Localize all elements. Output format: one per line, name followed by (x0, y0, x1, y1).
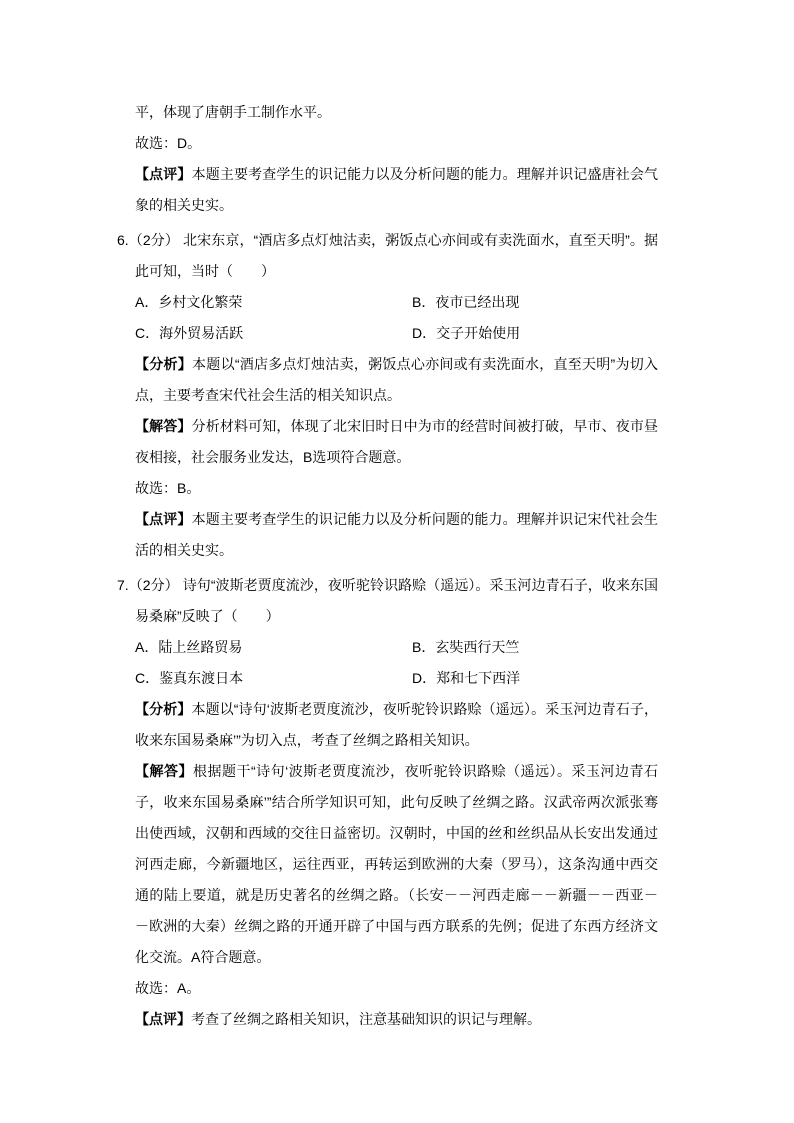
prev-answer-conclusion-text: 故选：D。 (135, 135, 202, 151)
option-d (412, 318, 658, 349)
question-6-stem (117, 225, 658, 287)
option-c-text: 鉴真东渡日本 (159, 670, 244, 686)
option-a-label: A． (135, 294, 159, 310)
question-6-comment (135, 504, 658, 566)
question-7-answer (135, 756, 658, 973)
prev-answer-comment (135, 159, 658, 221)
option-c-label: C． (135, 670, 160, 686)
option-c (135, 663, 412, 694)
comment-text: 本题主要考查学生的识记能力以及分析问题的能力。理解并识记宋代社会生活的相关史实。 (135, 511, 659, 558)
comment-text: 考查了丝绸之路相关知识，注意基础知识的识记与理解。 (191, 1011, 541, 1027)
option-d-text: 交子开始使用 (436, 325, 521, 341)
option-b-label: B． (412, 639, 436, 655)
option-b (412, 287, 658, 318)
question-6-answer (135, 411, 658, 473)
question-stem-text: 诗句“波斯老贾度流沙，夜听驼铃识路赊（遥远）。采玉河边青石子，收来东国易桑麻”反映了（ ） (135, 577, 658, 624)
question-7-analysis (135, 694, 658, 756)
option-a-text: 陆上丝路贸易 (158, 639, 243, 655)
option-d-label: D． (412, 670, 437, 686)
question-7-block (117, 570, 659, 1035)
question-6-block (117, 225, 659, 566)
question-7-conclusion (135, 973, 658, 1004)
option-d (412, 663, 658, 694)
question-6-analysis (135, 349, 658, 411)
question-stem-text: 北宋东京，“酒店多点灯烛沽卖，粥饭点心亦间或有卖洗面水，直至天明”。据此可知，当时（ ） (135, 232, 658, 279)
option-c-label: C． (135, 325, 160, 341)
options-row (135, 318, 658, 349)
prev-answer-conclusion (135, 128, 658, 159)
comment-text: 本题主要考查学生的识记能力以及分析问题的能力。理解并识记盛唐社会气象的相关史实。 (135, 166, 659, 213)
option-b (412, 632, 658, 663)
conclusion-text: 故选：B。 (135, 480, 201, 496)
options-row (135, 287, 658, 318)
question-6-conclusion (135, 473, 658, 504)
answer-text: 分析材料可知，体现了北宋旧时日中为市的经营时间被打破，早市、夜市昼夜相接，社会服务业发达，B选项符合题意。 (135, 418, 659, 465)
question-6-options (135, 287, 658, 349)
answer-label: 【解答】 (135, 418, 192, 434)
options-row (135, 663, 658, 694)
option-c-text: 海外贸易活跃 (159, 325, 244, 341)
option-a (135, 632, 412, 663)
option-d-text: 郑和七下西洋 (436, 670, 521, 686)
question-7-stem (117, 570, 658, 632)
conclusion-text: 故选：A。 (135, 980, 201, 996)
option-c (135, 318, 412, 349)
option-b-label: B． (412, 294, 436, 310)
comment-label: 【点评】 (135, 511, 192, 527)
option-b-text: 夜市已经出现 (435, 294, 520, 310)
analysis-label: 【分析】 (135, 701, 192, 717)
option-b-text: 玄奘西行天竺 (435, 639, 520, 655)
option-a-label: A． (135, 639, 159, 655)
prev-answer-tail-line (135, 97, 658, 128)
analysis-text: 本题以“诗句‘波斯老贾度流沙，夜听驼铃识路赊（遥远）。采玉河边青石子，收来东国易桑麻’”为切入点，考查了丝绸之路相关知识。 (135, 701, 658, 748)
answer-label: 【解答】 (135, 763, 193, 779)
question-7-comment (135, 1004, 658, 1035)
analysis-text: 本题以“酒店多点灯烛沽卖，粥饭点心亦间或有卖洗面水，直至天明”为切入点，主要考查宋代社会生活的相关知识点。 (135, 356, 658, 403)
option-a-text: 乡村文化繁荣 (158, 294, 243, 310)
question-number: 6. (117, 232, 129, 248)
option-d-label: D． (412, 325, 437, 341)
prev-answer-block (135, 97, 658, 221)
question-score: （2分） (128, 577, 179, 593)
question-score: （2分） (128, 232, 180, 248)
prev-answer-tail-text: 平，体现了唐朝手工制作水平。 (135, 104, 331, 120)
answer-text: 根据题干“诗句‘波斯老贾度流沙，夜听驼铃识路赊（遥远）。采玉河边青石子，收来东国易桑麻’”结合所学知识可知，此句反映了丝绸之路。汉武帝两次派张骞出使西域，汉朝和西域的交往日益密切。汉朝时，中国的丝和丝织品从长安出发通过河西走廊，今新疆地区，运往西亚，再转运到欧洲的大秦（罗马），这条沟通中西交通的陆上要道，就是历史著名的丝绸之路。（长安－－河西走廊－－新疆－－西亚－－欧洲的大秦）丝绸之路的开通开辟了中国与西方联系的先例；促进了东西方经济文化交流。A符合题意。 (135, 763, 659, 965)
comment-label: 【点评】 (135, 166, 192, 182)
question-7-options (135, 632, 658, 694)
options-row (135, 632, 658, 663)
question-number: 7. (117, 577, 129, 593)
analysis-label: 【分析】 (135, 356, 193, 372)
option-a (135, 287, 412, 318)
comment-label: 【点评】 (135, 1011, 191, 1027)
